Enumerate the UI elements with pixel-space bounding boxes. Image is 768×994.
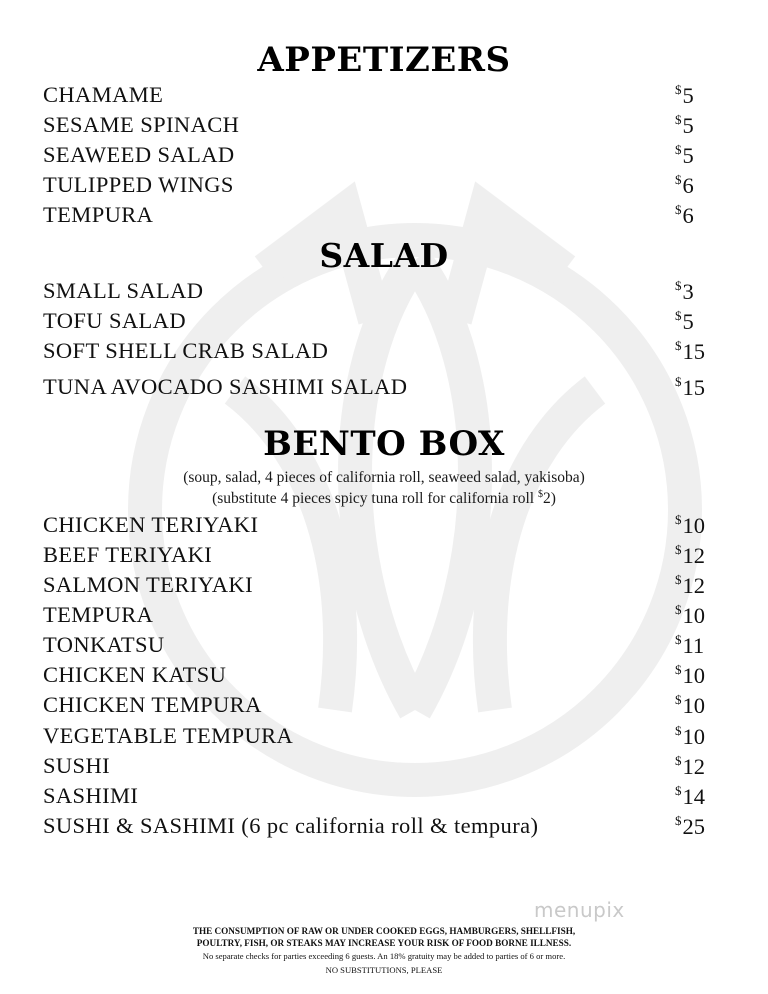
item-name: TEMPURA	[43, 602, 154, 627]
item-name: SALMON TERIYAKI	[43, 572, 253, 597]
menu-item	[43, 602, 710, 630]
item-name: TOFU SALAD	[43, 308, 186, 333]
menu-item	[43, 82, 710, 110]
item-name: SASHIMI	[43, 783, 139, 808]
bento-box-heading: BENTO BOX	[263, 424, 505, 464]
food-safety-warning-line1: THE CONSUMPTION OF RAW OR UNDER COOKED EGGS, HAMBURGERS, SHELLFISH,	[192, 926, 576, 936]
item-price: $25	[675, 813, 705, 839]
item-name: SUSHI & SASHIMI (6 pc california roll & tempura)	[43, 813, 539, 838]
item-name: SEAWEED SALAD	[43, 142, 235, 167]
item-name: SMALL SALAD	[43, 278, 204, 303]
menu-item	[43, 202, 710, 230]
item-price: $3	[675, 278, 694, 304]
item-price: $6	[675, 202, 694, 228]
menu-item	[43, 172, 710, 200]
item-price: $10	[675, 512, 705, 538]
item-price: $12	[675, 572, 705, 598]
item-price: $5	[675, 82, 694, 108]
menu-item	[43, 753, 710, 781]
item-price: $14	[675, 783, 705, 809]
food-safety-warning-line2: POULTRY, FISH, OR STEAKS MAY INCREASE YOUR RISK OF FOOD BORNE ILLNESS.	[196, 938, 572, 948]
menu-item	[43, 338, 710, 366]
item-price: $5	[675, 142, 694, 168]
no-substitutions-note: NO SUBSTITUTIONS, PLEASE	[325, 965, 443, 975]
bento-substitute-note: (substitute 4 pieces spicy tuna roll for california roll $2)	[212, 489, 556, 507]
item-price: $15	[675, 338, 705, 364]
item-price: $12	[675, 753, 705, 779]
menu-item	[43, 692, 710, 720]
menu-item	[43, 723, 710, 751]
bento-includes-note: (soup, salad, 4 pieces of california roll, seaweed salad, yakisoba)	[183, 469, 585, 486]
menu-item	[43, 813, 710, 841]
item-name: SOFT SHELL CRAB SALAD	[43, 338, 329, 363]
menu-item	[43, 542, 710, 570]
item-price: $10	[675, 692, 705, 718]
item-price: $10	[675, 602, 705, 628]
item-price: $6	[675, 172, 694, 198]
menu-item	[43, 308, 710, 336]
brand-watermark: menupix	[534, 898, 625, 922]
item-name: CHICKEN TERIYAKI	[43, 512, 259, 537]
item-name: SUSHI	[43, 753, 111, 778]
menu-item	[43, 512, 710, 540]
item-name: VEGETABLE TEMPURA	[43, 723, 294, 748]
item-name: TONKATSU	[43, 632, 165, 657]
item-name: TEMPURA	[43, 202, 154, 227]
item-name: TULIPPED WINGS	[43, 172, 234, 197]
menu-item	[43, 783, 710, 811]
item-name: TUNA AVOCADO SASHIMI SALAD	[43, 374, 408, 399]
item-price: $10	[675, 662, 705, 688]
menu-item	[43, 572, 710, 600]
menu-item	[43, 142, 710, 170]
menu-item	[43, 278, 710, 306]
menu-item	[43, 374, 710, 402]
item-name: SESAME SPINACH	[43, 112, 240, 137]
item-price: $11	[675, 632, 705, 658]
menu-item	[43, 112, 710, 140]
menu-item	[43, 632, 710, 660]
item-name: BEEF TERIYAKI	[43, 542, 213, 567]
item-price: $10	[675, 723, 705, 749]
item-price: $5	[675, 112, 694, 138]
item-price: $15	[675, 374, 705, 400]
item-price: $5	[675, 308, 694, 334]
menu-item	[43, 662, 710, 690]
item-name: CHICKEN TEMPURA	[43, 692, 262, 717]
appetizers-heading: APPETIZERS	[257, 40, 511, 80]
item-name: CHICKEN KATSU	[43, 662, 227, 687]
salad-heading: SALAD	[319, 236, 449, 275]
party-policy-note: No separate checks for parties exceeding 6 guests. An 18% gratuity may be added to parties of 6 or more.	[202, 951, 566, 961]
item-price: $12	[675, 542, 705, 568]
item-name: CHAMAME	[43, 82, 164, 107]
